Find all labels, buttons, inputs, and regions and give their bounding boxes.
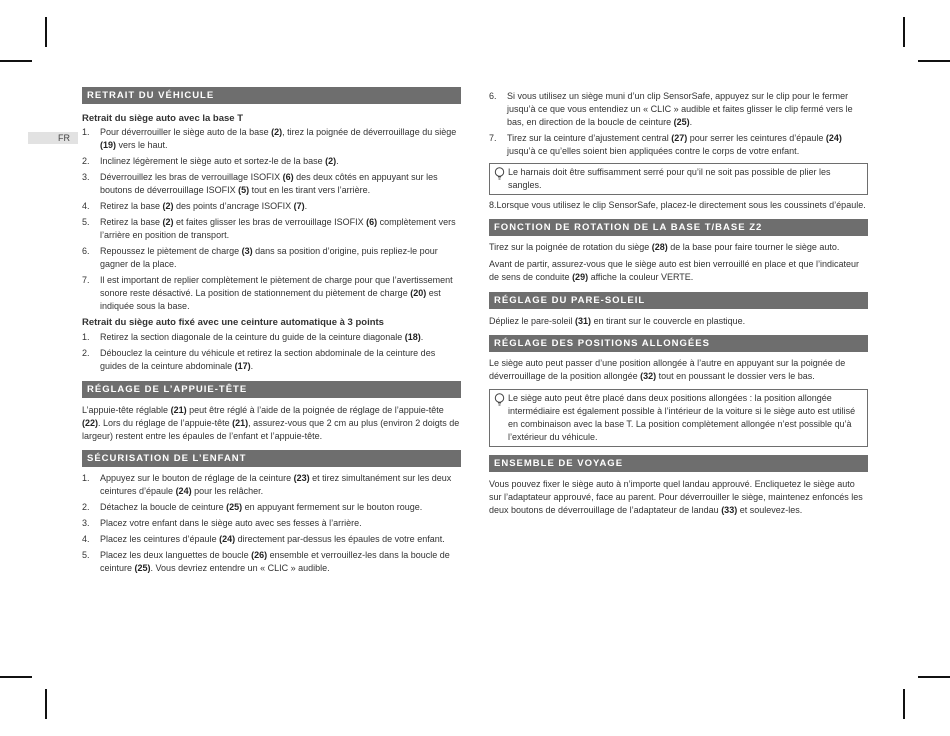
list-text: Détachez la boucle de ceinture (25) en appuyant fermement sur le bouton rouge. [100,502,423,512]
list-item [82,549,461,575]
list-number: 3. [82,172,90,182]
crop-mark [918,676,950,678]
crop-mark [45,689,47,719]
list-text: Tirez sur la ceinture d’ajustement central (27) pour serrer les ceintures d’épaule (24) jusqu’à ce qu’elles soient bien appliquées contre le corps de votre enfant. [507,133,842,156]
crop-mark [0,676,32,678]
list-number: 2. [82,156,90,166]
list-item [82,517,461,530]
crop-mark [903,17,905,47]
list-number: 1. [82,473,90,483]
list-text: Retirez la base (2) et faites glisser les bras de verrouillage ISOFIX (6) complètement vers l’arrière en position de transport. [100,217,456,240]
crop-mark [918,60,950,62]
list-item [82,245,461,271]
list-number: 3. [82,518,90,528]
list-text: Placez votre enfant dans le siège auto avec ses fesses à l’arrière. [100,518,362,528]
list-text: Appuyez sur le bouton de réglage de la ceinture (23) et tirez simultanément sur les deux ceintures d’épaule (24) pour les relâcher. [100,473,452,496]
list-number: 5. [82,217,90,227]
list-item [82,200,461,213]
list-number: 2. [82,348,90,358]
list-text: Pour déverrouiller le siège auto de la base (2), tirez la poignée de déverrouillage du siège (19) vers le haut. [100,127,457,150]
pare-soleil-paragraph: Dépliez le pare-soleil (31) en tirant sur le couvercle en plastique. [489,316,746,326]
note-allongees-text: Le siège auto peut être placé dans deux positions allongées : la position allongée intermédiaire est également possible à l’intérieur de la voiture si le siège auto est utilisé en combinaison avec la base T. La position complètement allongée n’est possible qu’à l’extérieur du véhicule. [508,393,856,442]
list-text: Il est important de replier complètement le piètement de charge pour que l’avertissement sonore reste désactivé. La position de stationnement du piètement de charge (20) est indiquée sous la base. [100,275,453,311]
list-item [489,132,868,158]
steps-securisation-cont [489,90,868,158]
list-number: 7. [82,275,90,285]
list-number: 5. [82,550,90,560]
steps-base-t [82,126,461,313]
list-item [82,126,461,152]
subheading-base-t: Retrait du siège auto avec la base T [82,113,244,124]
list-item [82,274,461,313]
list-item [82,472,461,498]
list-text: Débouclez la ceinture du véhicule et retirez la section abdominale de la ceinture des guides de la ceinture abdominale (17). [100,348,436,371]
right-column [489,90,868,517]
list-number: 1. [82,127,90,137]
list-item [489,90,868,129]
lightbulb-icon [494,167,505,180]
list-text: Retirez la base (2) des points d’ancrage ISOFIX (7). [100,201,308,211]
list-number: 6. [489,91,497,101]
voyage-paragraph: Vous pouvez fixer le siège auto à n’importe quel landau approuvé. Encliquetez le siège auto sur l’adaptateur approuvé, face au parent. Pour déverrouiller le siège, maintenez enfoncés les deux boutons de déverrouillage de l’adaptateur de landau (33) et soulevez-les. [489,479,863,515]
list-text: Placez les ceintures d’épaule (24) directement par-dessus les épaules de votre enfant. [100,534,445,544]
step-8: 8.Lorsque vous utilisez le clip SensorSafe, placez-le directement sous les coussinets d’épaule. [489,200,866,210]
crop-mark [0,60,32,62]
list-number: 7. [489,133,497,143]
section-heading-securisation: SÉCURISATION DE L’ENFANT [82,450,461,467]
steps-ceinture [82,331,461,373]
section-heading-appuie-tete: RÉGLAGE DE L’APPUIE-TÊTE [82,381,461,398]
lightbulb-icon [494,393,505,406]
list-text: Retirez la section diagonale de la ceinture du guide de la ceinture diagonale (18). [100,332,424,342]
section-heading-rotation: FONCTION DE ROTATION DE LA BASE T/BASE Z2 [489,219,868,236]
list-item [82,533,461,546]
section-heading-allongees: RÉGLAGE DES POSITIONS ALLONGÉES [489,335,868,352]
rotation-paragraph-2: Avant de partir, assurez-vous que le siège auto est bien verrouillé en place et que l’indicateur de sens de conduite (29) affiche la couleur VERTE. [489,259,860,282]
list-item [82,155,461,168]
crop-mark [903,689,905,719]
list-number: 6. [82,246,90,256]
note-harnais [489,163,868,195]
language-tab: FR [28,132,78,144]
crop-mark [45,17,47,47]
list-number: 4. [82,534,90,544]
subheading-ceinture: Retrait du siège auto fixé avec une ceinture automatique à 3 points [82,317,384,328]
list-item [82,331,461,344]
steps-securisation [82,472,461,575]
section-heading-voyage: ENSEMBLE DE VOYAGE [489,455,868,472]
list-text: Repoussez le piètement de charge (3) dans sa position d’origine, puis repliez-le pour gagner de la place. [100,246,438,269]
list-text: Placez les deux languettes de boucle (26) ensemble et verrouillez-les dans la boucle de ceinture (25). Vous devriez entendre un « CLIC » audible. [100,550,450,573]
list-number: 2. [82,502,90,512]
list-item [82,171,461,197]
note-harnais-text: Le harnais doit être suffisamment serré pour qu’il ne soit pas possible de plier les sangles. [508,167,831,190]
list-item [82,347,461,373]
left-column [82,87,461,578]
section-heading-pare-soleil: RÉGLAGE DU PARE-SOLEIL [489,292,868,309]
note-allongees [489,389,868,447]
list-number: 1. [82,332,90,342]
list-text: Déverrouillez les bras de verrouillage ISOFIX (6) des deux côtés en appuyant sur les boutons de déverrouillage ISOFIX (5) tout en les tirant vers l’arrière. [100,172,438,195]
list-text: Inclinez légèrement le siège auto et sortez-le de la base (2). [100,156,339,166]
allongees-paragraph: Le siège auto peut passer d’une position allongée à l’autre en appuyant sur la poignée de déverrouillage de la position allongée (32) tout en poussant le dossier vers le bas. [489,358,846,381]
list-text: Si vous utilisez un siège muni d’un clip SensorSafe, appuyez sur le clip pour le fermer jusqu’à ce que vous entendiez un « CLIC » audible et faites glisser le clip fermé vers le bas, en direction de la boucle de ceinture (25). [507,91,853,127]
rotation-paragraph-1: Tirez sur la poignée de rotation du siège (28) de la base pour faire tourner le siège auto. [489,242,840,252]
list-item [82,216,461,242]
list-number: 4. [82,201,90,211]
list-item [82,501,461,514]
appuie-tete-paragraph: L’appuie-tête réglable (21) peut être réglé à l’aide de la poignée de réglage de l’appuie-tête (22). Lors du réglage de l’appuie-tête (21), assurez-vous que 2 cm au plus (environ 2 doigts de largeur) restent entre les épaules de l’enfant et l’appuie-tête. [82,405,460,441]
section-heading-retrait: RETRAIT DU VÉHICULE [82,87,461,104]
